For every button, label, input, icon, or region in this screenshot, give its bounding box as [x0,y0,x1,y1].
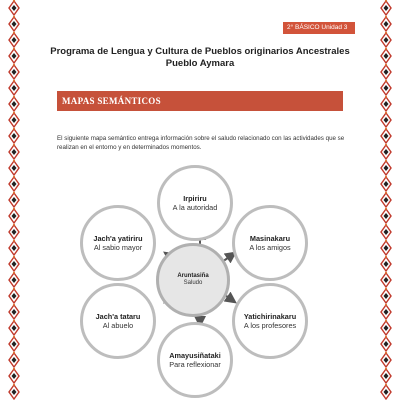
center-node-name: Aruntasiña [177,272,209,279]
node-desc: Al sabio mayor [93,243,143,252]
node-yatichirinakaru [232,283,308,359]
node-desc: A los amigos [249,243,291,252]
node-jacha-tataru [80,283,156,359]
node-desc: A los profesores [243,321,297,330]
program-title: Programa de Lengua y Cultura de Pueblos originarios Ancestrales [50,46,350,57]
node-desc: Para reflexionar [169,360,221,369]
node-name: Masinakaru [249,234,291,243]
node-amayusinataki [157,322,233,398]
node-desc: A la autoridad [172,203,218,212]
center-node-desc: Saludo [183,280,203,286]
node-name: Amayusiñataki [169,351,221,360]
node-desc: Al abuelo [102,321,134,330]
grade-unit-badge: 2° BÁSICO Unidad 3 [283,22,355,34]
people-title: Pueblo Aymara [165,58,235,69]
node-name: Yatichirinakaru [243,312,297,321]
intro-line-2: realizan en el entorno y en determinados momentos. [57,144,202,151]
node-name: Jach'a yatiriru [93,234,143,243]
center-node [156,243,230,317]
section-title: MAPAS SEMÁNTICOS [62,96,161,106]
node-name: Irpiriru [183,194,207,203]
node-jacha-yatiriru [80,205,156,281]
node-name: Jach'a tataru [95,312,141,321]
intro-line-1: El siguiente mapa semántico entrega información sobre el saludo relacionado con las actividades que se [57,135,345,142]
node-masinakaru [232,205,308,281]
node-irpiriru [157,165,233,241]
